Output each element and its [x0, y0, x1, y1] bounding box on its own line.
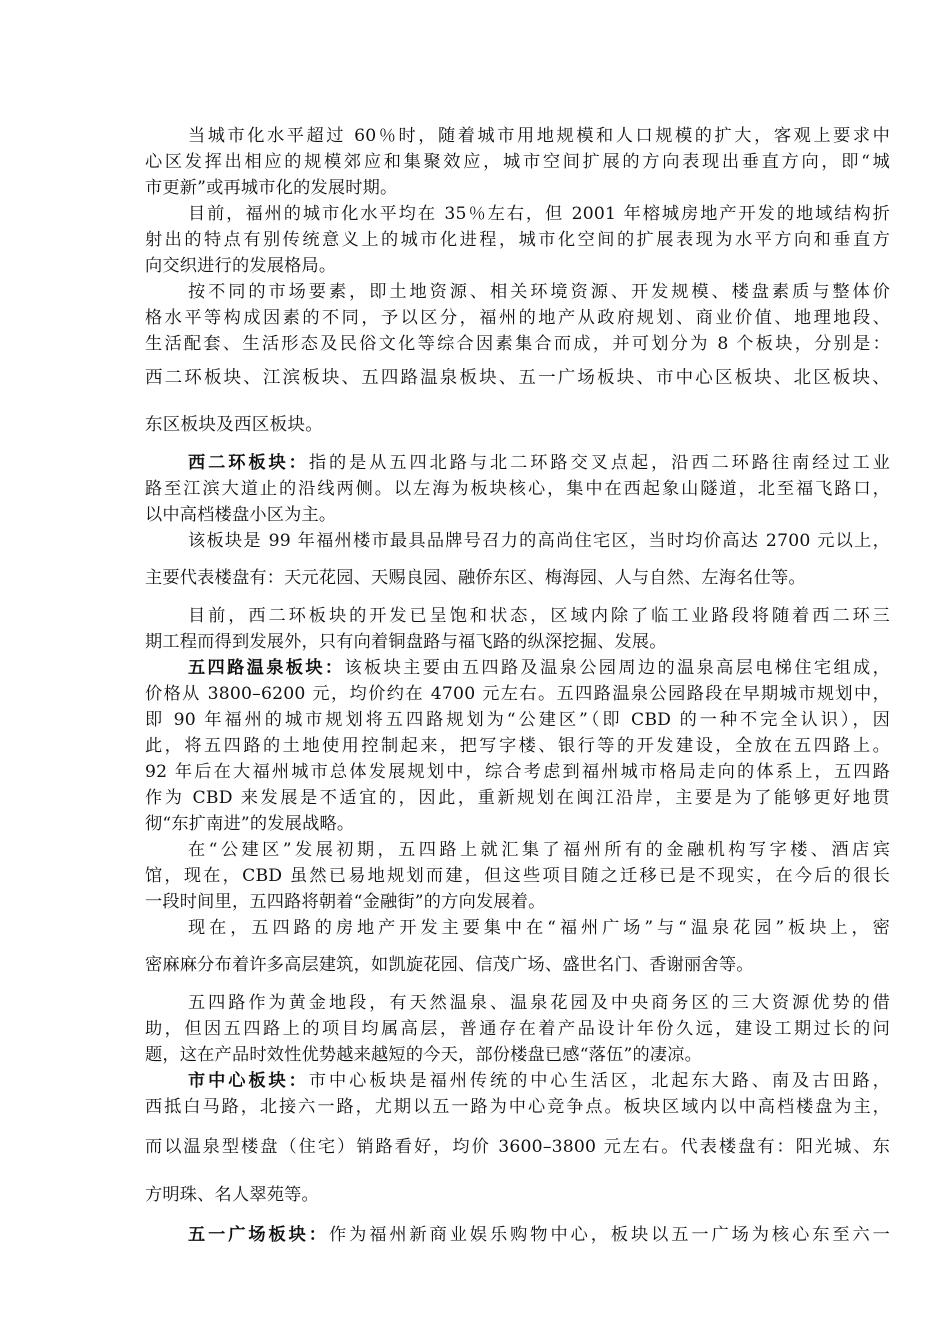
block-list-line: 东区板块及西区板块。 — [145, 415, 323, 435]
text-line: 射出的特点有别传统意义上的城市化进程，城市化空间的扩展表现为水平方向和垂直方 — [145, 230, 890, 250]
text-line: 格水平等构成因素的不同，予以区分，福州的地产从政府规划、商业价值、地理地段、 — [145, 308, 890, 328]
text-line: 馆，现在，CBD 虽然已易地规划而建，但这些项目随之迁移已是不现实，在今后的很长 — [145, 866, 890, 886]
text-line: 价格从 3800–6200 元，均价约在 4700 元左右。五四路温泉公园路段在早期城市规划中， — [145, 684, 890, 704]
text-line: 彻“东扩南进”的发展战略。 — [145, 814, 355, 834]
section-title: 西二环板块： — [188, 453, 309, 473]
text-line: 按不同的市场要素，即土地资源、相关环境资源、开发规模、楼盘素质与整体价 — [188, 282, 890, 302]
text-line: 即 90 年福州的城市规划将五四路规划为“公建区”（即 CBD 的一种不完全认识），因 — [145, 710, 890, 730]
text-line: 生活配套、生活形态及民俗文化等综合因素集合而成，并可划分为 8 个板块，分别是： — [145, 334, 890, 354]
property-names: 阳光城、东 — [795, 1137, 890, 1157]
text-span: 而以温泉型楼盘（住宅）销路看好，均价 3600–3800 元左右。代表楼盘有： — [145, 1137, 796, 1157]
text-line: 一段时间里，五四路将朝着“金融街”的方向发展着。 — [145, 892, 546, 912]
text-line: 目前，西二环板块的开发已呈饱和状态，区域内除了临工业路段将随着西二环三 — [188, 606, 890, 626]
text-span: 主要代表楼盘有： — [145, 568, 285, 588]
text-line: 向交织进行的发展格局。 — [145, 256, 337, 276]
text-line: 题，这在产品时效性优势越来越短的今天，部份楼盘已感“落伍”的凄凉。 — [145, 1045, 702, 1065]
text-line: 在“公建区”发展初期，五四路上就汇集了福州所有的金融机构写字楼、酒店宾 — [188, 840, 890, 860]
text-line: 西抵白马路，北接六一路，尤期以五一路为中心竞争点。板块区域内以中高档楼盘为主， — [145, 1097, 890, 1117]
text-line: 以中高档楼盘小区为主。 — [145, 505, 337, 525]
text-line — [145, 1134, 890, 1160]
text-span: 密麻麻分布着许多高层建筑，如 — [145, 955, 389, 975]
section-title: 五一广场板块： — [188, 1225, 329, 1245]
text-span: 指的是从五四北路与北二环路交叉点起，沿西二环路往南经过工业 — [308, 453, 890, 473]
text-line: 助，但因五四路上的项目均属高层，普通存在着产品设计年份久远，建设工期过长的问 — [145, 1019, 890, 1039]
section-heading-line — [188, 1222, 890, 1248]
property-names: 天元花园、天赐良园、融侨东区、梅海园、人与自然、左海名仕 — [284, 568, 771, 588]
text-line — [145, 952, 890, 978]
text-line: 此，将五四路的土地使用控制起来，把写字楼、银行等的开发建设，全放在五四路上。 — [145, 736, 890, 756]
text-span: 该板块主要由五四路及温泉公园周边的温泉高层电梯住宅组成， — [344, 658, 890, 678]
text-line — [145, 565, 890, 591]
section-heading-line — [188, 655, 890, 681]
text-line: 作为 CBD 来发展是不适宜的，因此，重新规划在闽江沿岸，主要是为了能够更好地贯 — [145, 788, 890, 808]
text-line: 当城市化水平超过 60％时，随着城市用地规模和人口规模的扩大，客观上要求中 — [188, 126, 890, 146]
text-span: 等。 — [770, 568, 806, 588]
text-line — [145, 1182, 890, 1208]
text-line: 92 年后在大福州城市总体发展规划中，综合考虑到福州城市格局走向的体系上，五四路 — [145, 762, 890, 782]
text-line: 期工程而得到发展外，只有向着铜盘路与福飞路的纵深挖掘、发展。 — [145, 632, 667, 652]
section-title: 市中心板块： — [188, 1071, 309, 1091]
property-names: 方明珠、名人翠苑 — [145, 1185, 285, 1205]
text-line: 该板块是 99 年福州楼市最具品牌号召力的高尚住宅区，当时均价高达 2700 元以上， — [188, 531, 890, 551]
section-title: 五四路温泉板块： — [188, 658, 345, 678]
text-line: 五四路作为黄金地段，有天然温泉、温泉花园及中央商务区的三大资源优势的借 — [188, 993, 890, 1013]
section-heading-line — [188, 1068, 890, 1094]
text-line: 市更新”或再城市化的发展时期。 — [145, 178, 398, 198]
text-span: 等。 — [284, 1185, 319, 1205]
text-line: 心区发挥出相应的规模郊应和集聚效应，城市空间扩展的方向表现出垂直方向，即“城 — [145, 152, 890, 172]
text-line: 目前，福州的城市化水平均在 35％左右，但 2001 年榕城房地产开发的地域结构折 — [188, 204, 890, 224]
text-line: 现在，五四路的房地产开发主要集中在“福州广场”与“温泉花园”板块上，密 — [188, 918, 890, 938]
block-list-line: 西二环板块、江滨板块、五四路温泉板块、五一广场板块、市中心区板块、北区板块、 — [145, 368, 890, 388]
text-span: 市中心板块是福州传统的中心生活区，北起东大路、南及古田路， — [308, 1071, 890, 1091]
text-line: 路至江滨大道止的沿线两侧。以左海为板块核心，集中在西起象山隧道，北至福飞路口， — [145, 479, 890, 499]
property-names: 凯旋花园、信茂广场、盛世名门、香谢丽舍 — [388, 955, 719, 975]
text-span: 作为福州新商业娱乐购物中心，板块以五一广场为核心东至六一 — [328, 1225, 890, 1245]
text-span: 等。 — [718, 955, 754, 975]
section-heading-line — [188, 450, 890, 476]
